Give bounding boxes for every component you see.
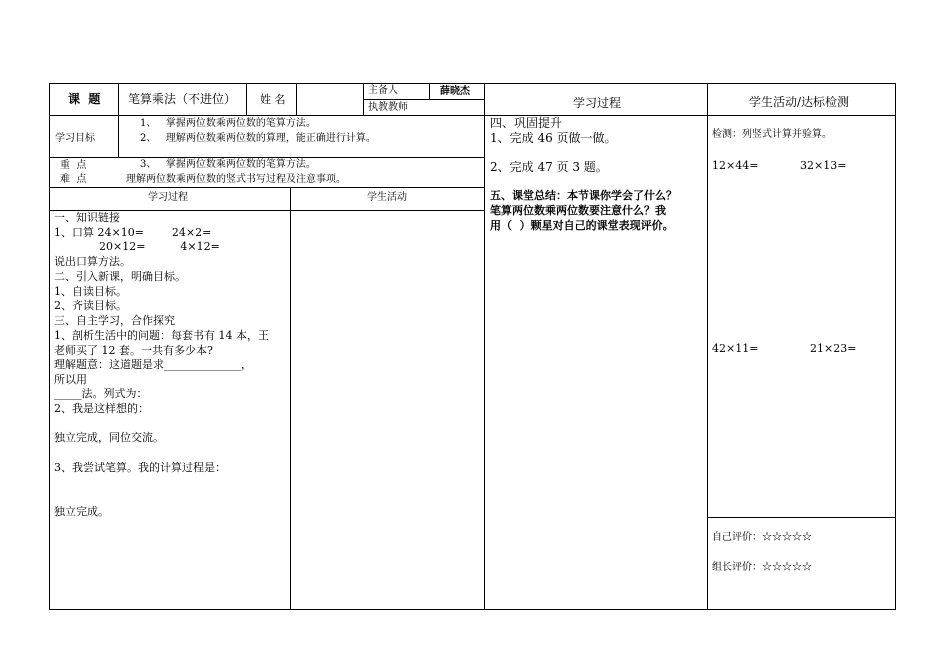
exercise-item: 32×13= bbox=[800, 159, 847, 172]
process-line: 1、剖析生活中的问题：每套书有 14 本，王 bbox=[54, 329, 269, 342]
process-line: 三、自主学习，合作探究 bbox=[54, 314, 175, 327]
leader-evaluation: 组长评价：☆☆☆☆☆ bbox=[712, 562, 812, 573]
middle-line: 五、课堂总结：本节课你学会了什么？ bbox=[490, 189, 677, 202]
difficult-text: 理解两位数乘两位数的竖式书写过程及注意事项。 bbox=[126, 174, 346, 185]
process-line: 20×12= 4×12= bbox=[99, 240, 220, 253]
course-label: 课 题 bbox=[68, 92, 101, 106]
subheader-activity: 学生活动 bbox=[367, 192, 407, 203]
key-label: 重 点 bbox=[60, 160, 87, 171]
activity-title: 学生活动/达标检测 bbox=[749, 95, 850, 109]
difficult-label: 难 点 bbox=[60, 174, 87, 185]
process-line: 3、我尝试笔算。我的计算过程是： bbox=[54, 461, 226, 474]
process-line: 所以用 bbox=[54, 373, 87, 386]
exercise-item: 21×23= bbox=[810, 342, 857, 355]
check-instruction: 检测：列竖式计算并验算。 bbox=[712, 129, 832, 140]
middle-line: 笔算两位数乘两位数要注意什么？我 bbox=[490, 204, 666, 217]
process-title: 学习过程 bbox=[573, 96, 622, 110]
preparer-value: 薛晓杰 bbox=[440, 86, 470, 97]
exercise-item: 42×11= bbox=[712, 342, 759, 355]
process-line: 老师买了 12 套。一共有多少本? bbox=[54, 344, 213, 357]
process-line: 独立完成，同位交流。 bbox=[54, 431, 164, 444]
process-line: 2、我是这样想的： bbox=[54, 402, 149, 415]
teacher-label: 执教教师 bbox=[368, 102, 408, 113]
goal-line-2: 2、 理解两位数乘两位数的算理，能正确进行计算。 bbox=[140, 133, 376, 144]
key-text: 3、 掌握两位数乘两位数的笔算方法。 bbox=[140, 159, 316, 170]
process-line: 独立完成。 bbox=[54, 505, 109, 518]
goal-line-1: 1、 掌握两位数乘两位数的笔算方法。 bbox=[140, 118, 316, 129]
middle-line: 用（ ）颗星对自己的课堂表现评价。 bbox=[490, 219, 674, 232]
name-label: 姓 名 bbox=[260, 93, 286, 106]
process-line: 1、自读目标。 bbox=[54, 285, 127, 298]
exercise-item: 12×44= bbox=[712, 159, 759, 172]
process-line: 1、口算 24×10= 24×2= bbox=[54, 226, 212, 239]
preparer-label: 主备人 bbox=[368, 85, 398, 96]
subheader-process: 学习过程 bbox=[148, 192, 188, 203]
process-line: 2、齐读目标。 bbox=[54, 299, 127, 312]
self-evaluation: 自己评价：☆☆☆☆☆ bbox=[712, 532, 812, 543]
middle-line: 四、巩固提升 bbox=[490, 116, 563, 130]
middle-line: 2、完成 47 页 3 题。 bbox=[490, 160, 608, 174]
process-line: _____法。列式为： bbox=[54, 387, 148, 400]
process-line: 理解题意：这道题是求______________， bbox=[54, 358, 252, 371]
course-title: 笔算乘法（不进位） bbox=[128, 92, 237, 106]
middle-line: 1、完成 46 页做一做。 bbox=[490, 131, 617, 145]
process-line: 二、引入新课，明确目标。 bbox=[54, 270, 186, 283]
process-line: 说出口算方法。 bbox=[54, 255, 131, 268]
process-line: 一、知识链接 bbox=[54, 211, 120, 224]
goals-label: 学习目标 bbox=[55, 133, 95, 144]
